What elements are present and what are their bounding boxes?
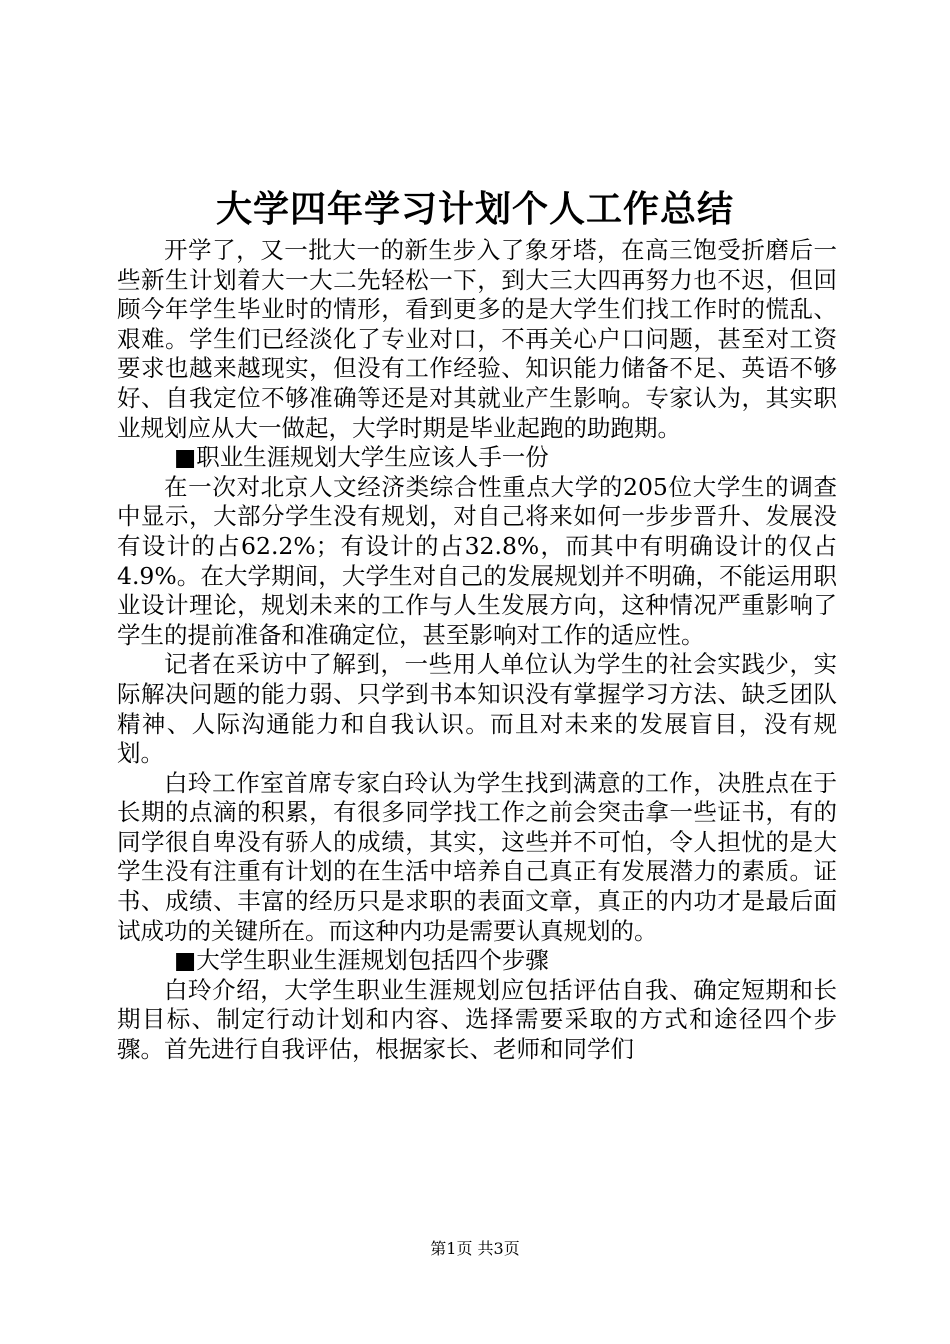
document-body <box>117 236 837 1065</box>
paragraph: 白玲介绍，大学生职业生涯规划应包括评估自我、确定短期和长期目标、制定行动计划和内容、选择需要采取的方式和途径四个步骤。首先进行自我评估，根据家长、老师和同学们 <box>117 975 837 1064</box>
paragraph: 在一次对北京人文经济类综合性重点大学的205位大学生的调查中显示，大部分学生没有规划，对自己将来如何一步步晋升、发展没有设计的占62.2%；有设计的占32.8%，而其中有明确设计的仅占4.9%。在大学期间，大学生对自己的发展规划并不明确，不能运用职业设计理论，规划未来的工作与人生发展方向，这种情况严重影响了学生的提前准备和准确定位，甚至影响对工作的适应性。 <box>117 472 837 649</box>
section-heading: ■职业生涯规划大学生应该人手一份 <box>174 443 549 472</box>
paragraph: 白玲工作室首席专家白玲认为学生找到满意的工作，决胜点在于长期的点滴的积累，有很多同学找工作之前会突击拿一些证书，有的同学很自卑没有骄人的成绩，其实，这些并不可怕，令人担忧的是大学生没有注重有计划的在生活中培养自己真正有发展潜力的素质。证书、成绩、丰富的经历只是求职的表面文章，真正的内功才是最后面试成功的关键所在。而这种内功是需要认真规划的。 <box>117 768 837 945</box>
paragraph: 记者在采访中了解到，一些用人单位认为学生的社会实践少，实际解决问题的能力弱、只学到书本知识没有掌握学习方法、缺乏团队精神、人际沟通能力和自我认识。而且对未来的发展盲目，没有规划。 <box>117 650 837 768</box>
page-number: 第1页 共3页 <box>430 1239 520 1258</box>
document-title: 大学四年学习计划个人工作总结 <box>215 188 734 230</box>
section-heading: ■大学生职业生涯规划包括四个步骤 <box>174 946 549 975</box>
paragraph: 开学了，又一批大一的新生步入了象牙塔，在高三饱受折磨后一些新生计划着大一大二先轻松一下，到大三大四再努力也不迟，但回顾今年学生毕业时的情形，看到更多的是大学生们找工作时的慌乱、艰难。学生们已经淡化了专业对口，不再关心户口问题，甚至对工资要求也越来越现实，但没有工作经验、知识能力储备不足、英语不够好、自我定位不够准确等还是对其就业产生影响。专家认为，其实职业规划应从大一做起，大学时期是毕业起跑的助跑期。 <box>117 236 837 442</box>
